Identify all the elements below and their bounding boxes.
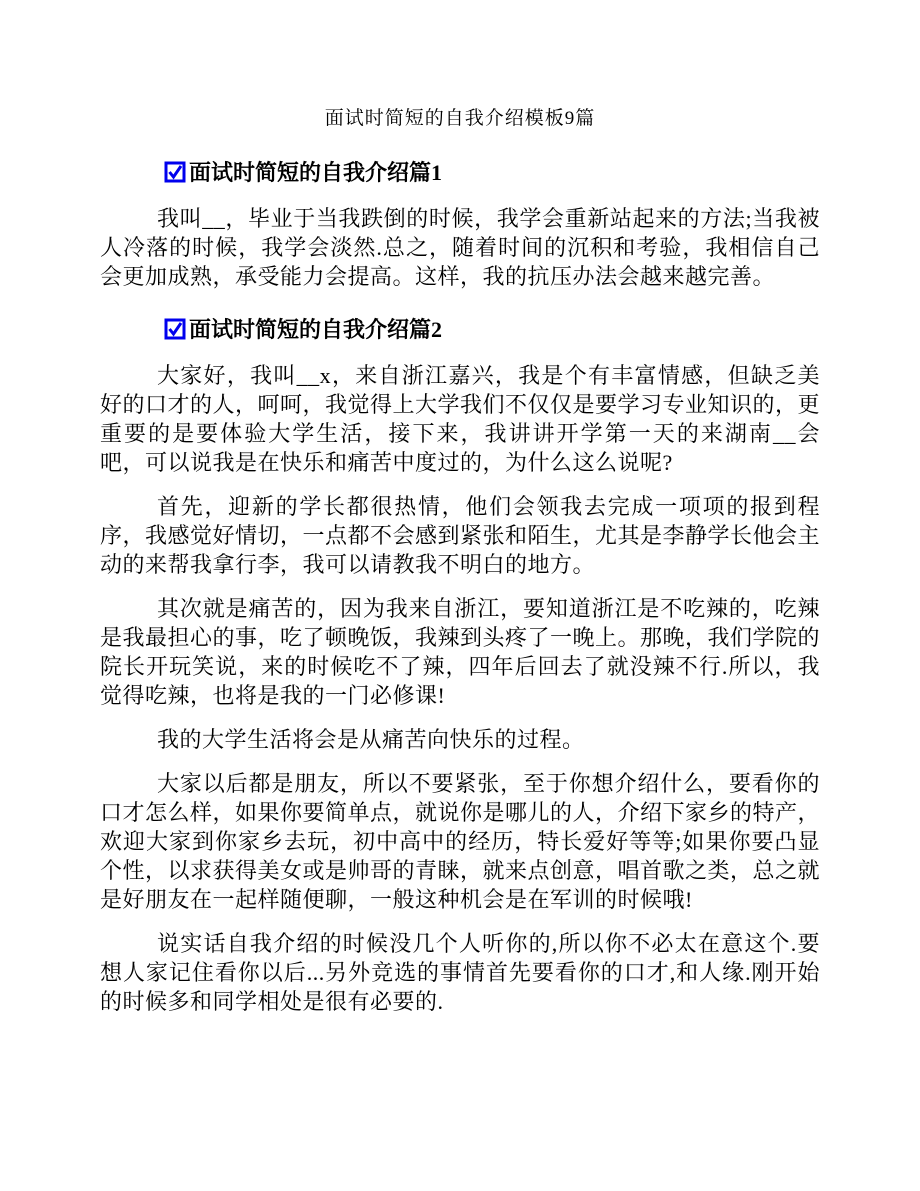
checked-checkbox-icon: [164, 161, 186, 183]
section-2-paragraph-4: 我的大学生活将会是从痛苦向快乐的过程。: [157, 727, 585, 752]
section-1-heading: [100, 158, 820, 188]
checked-checkbox-icon: [164, 318, 186, 340]
section-2-paragraph-5: 大家以后都是朋友，所以不要紧张，至于你想介绍什么，要看你的口才怎么样，如果你要简单点，就说你是哪儿的人，介绍下家乡的特产，欢迎大家到你家乡去玩，初中高中的经历，特长爱好等等;如果你要凸显个性，以求获得美女或是帅哥的青睐，就来点创意，唱首歌之类，总之就是好朋友在一起样随便聊，一般这种机会是在军训的时候哦!: [100, 771, 821, 912]
section-2-paragraph-3: 其次就是痛苦的，因为我来自浙江，要知道浙江是不吃辣的，吃辣是我最担心的事，吃了顿晚饭，我辣到头疼了一晚上。那晚，我们学院的院长开玩笑说，来的时候吃不了辣，四年后回去了就没辣不行.所以，我觉得吃辣，也将是我的一门必修课!: [100, 596, 821, 708]
section-2-paragraph-1: 大家好，我叫__x，来自浙江嘉兴，我是个有丰富情感，但缺乏美好的口才的人，呵呵，我觉得上大学我们不仅仅是要学习专业知识的，更重要的是要体验大学生活，接下来，我讲讲开学第一天的来湖南__会吧，可以说我是在快乐和痛苦中度过的，为什么这么说呢?: [100, 363, 821, 475]
section-2-paragraph-6: 说实话自我介绍的时候没几个人听你的,所以你不必太在意这个.要想人家记住看你以后...另外竞选的事情首先要看你的口才,和人缘.刚开始的时候多和同学相处是很有必要的.: [100, 931, 820, 1014]
document-title: 面试时简短的自我介绍模板9篇: [324, 108, 596, 129]
section-1-paragraph-1: 我叫__，毕业于当我跌倒的时候，我学会重新站起来的方法;当我被人冷落的时候，我学会淡然.总之，随着时间的沉积和考验，我相信自己会更加成熟，承受能力会提高。这样，我的抗压办法会越来越完善。: [100, 206, 820, 289]
section-2-heading-text: 面试时简短的自我介绍篇2: [189, 317, 443, 342]
section-2-heading: [100, 315, 820, 345]
section-2-paragraph-2: 首先，迎新的学长都很热情，他们会领我去完成一项项的报到程序，我感觉好情切，一点都不会感到紧张和陌生，尤其是李静学长他会主动的来帮我拿行李，我可以请教我不明白的地方。: [100, 494, 821, 577]
section-1-heading-text: 面试时简短的自我介绍篇1: [189, 160, 443, 185]
